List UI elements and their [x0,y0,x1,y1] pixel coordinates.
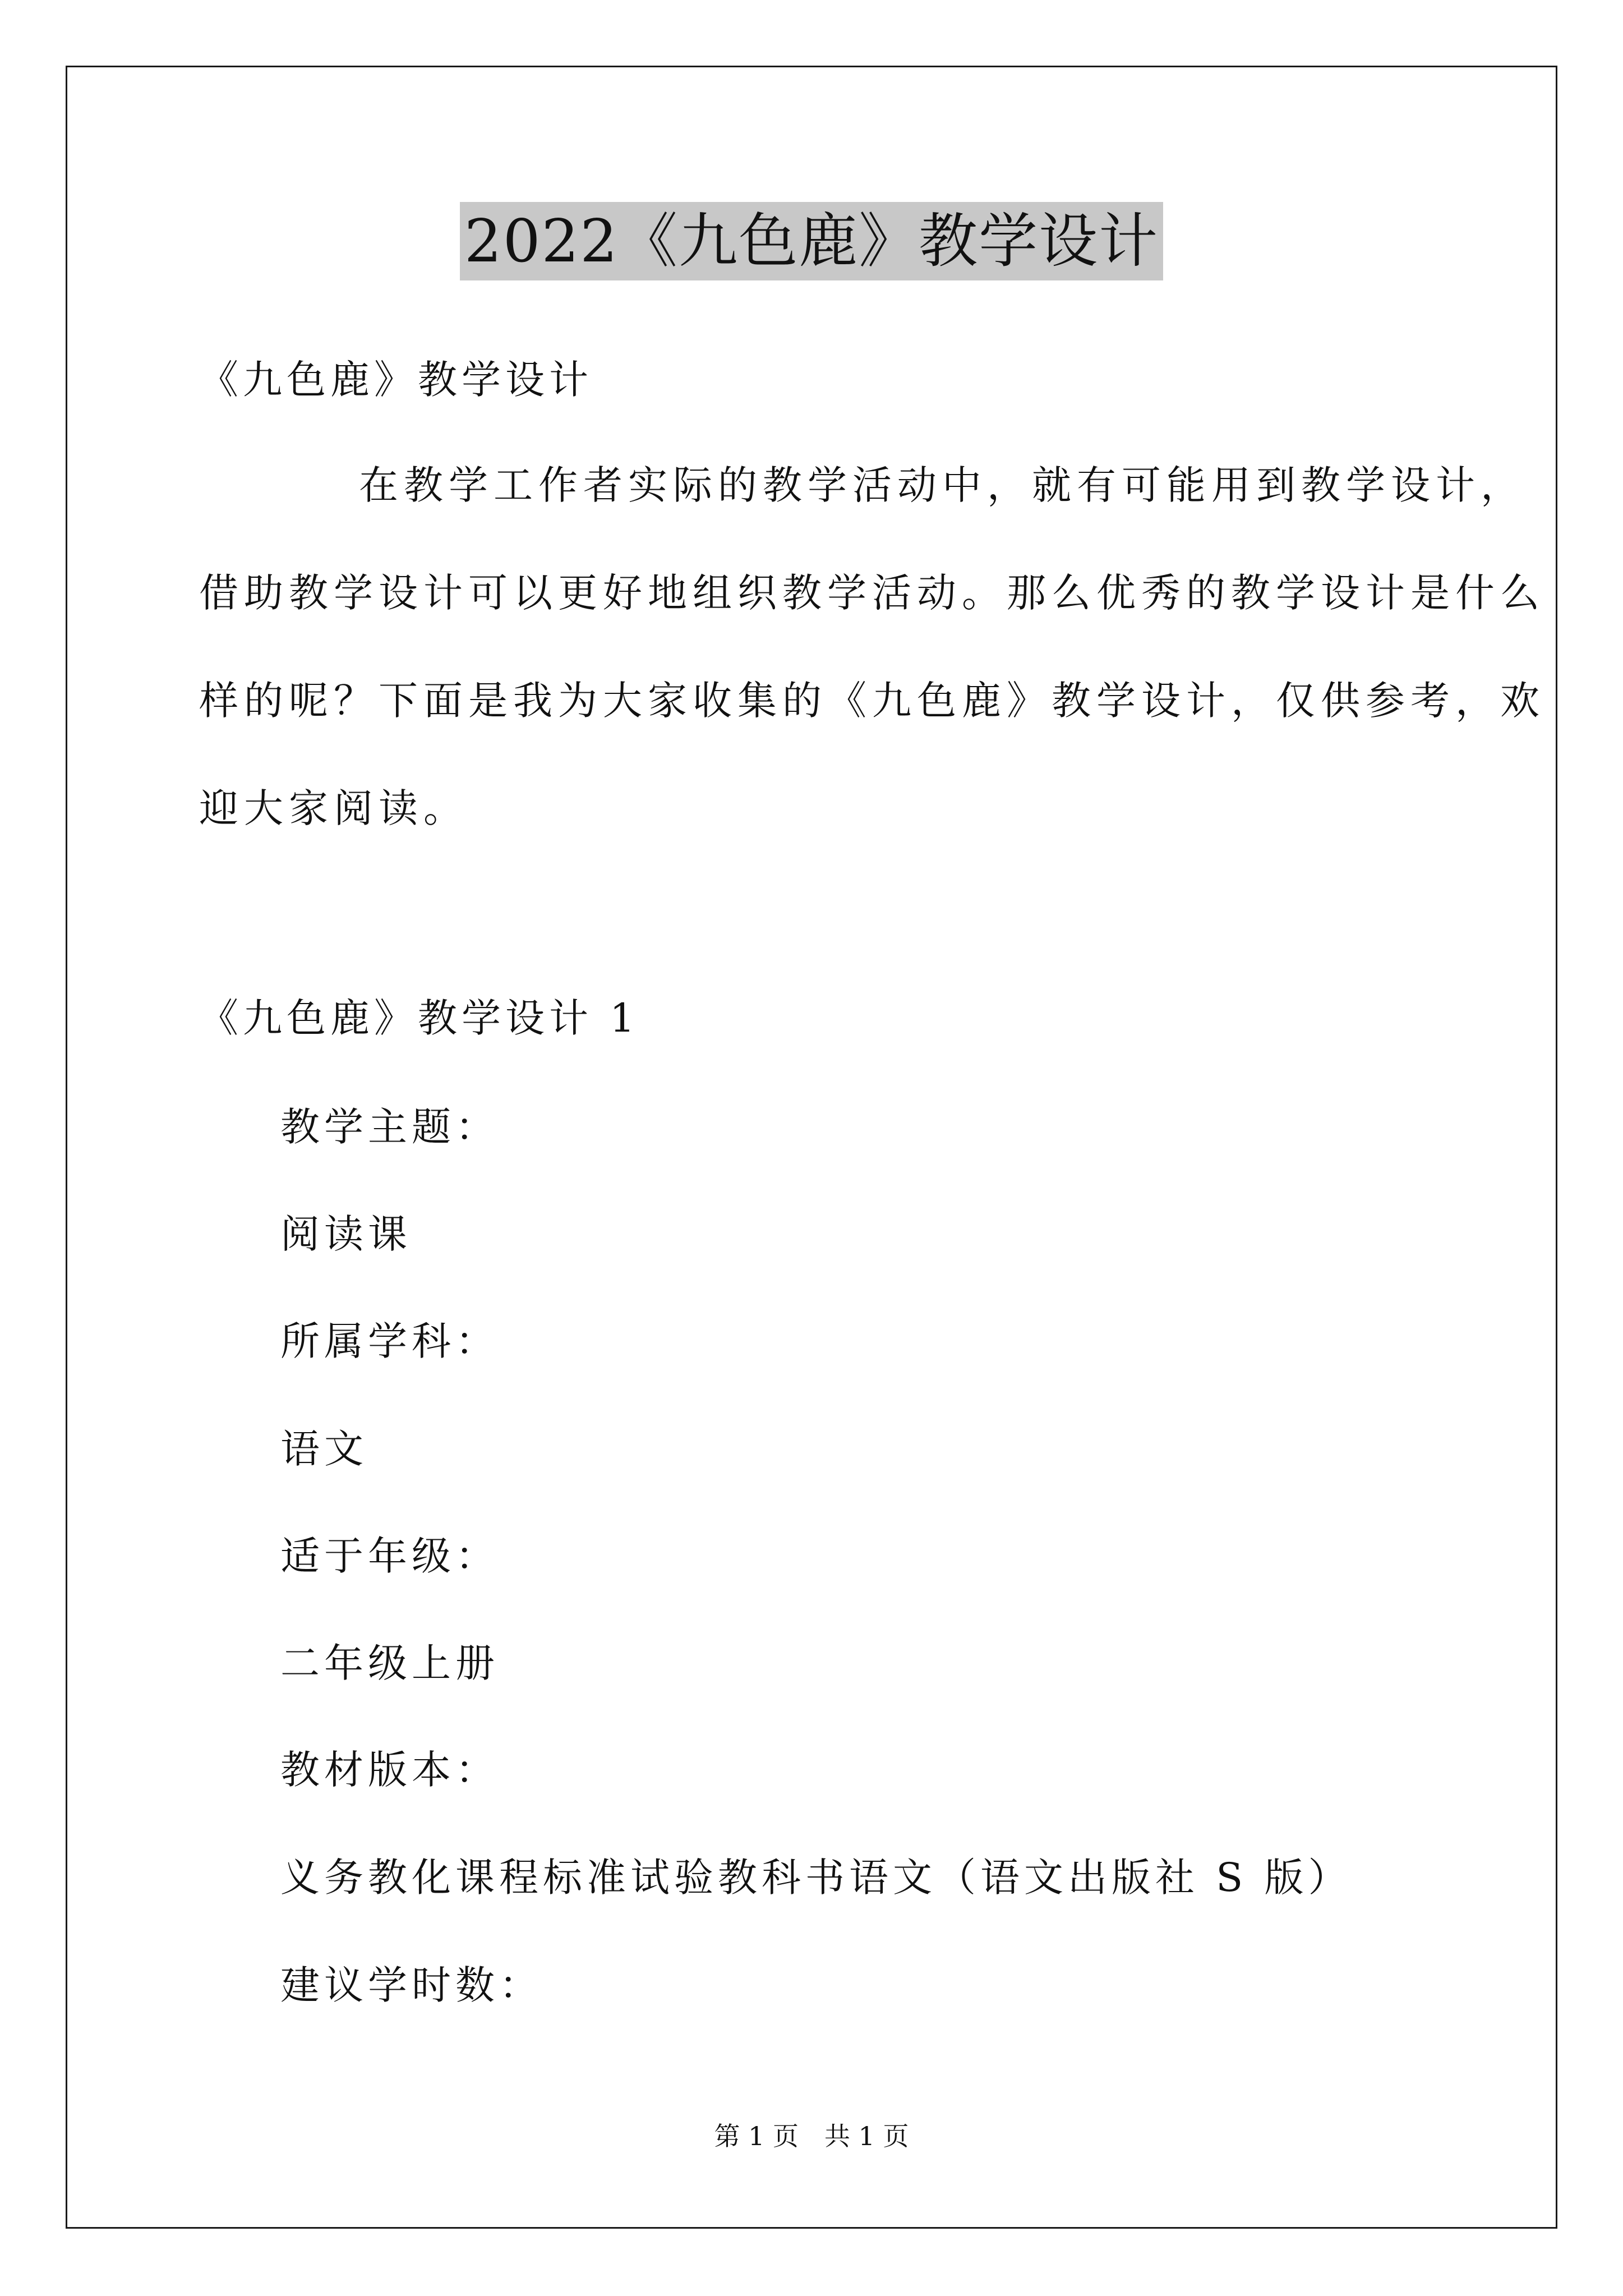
field-value-topic: 阅读课 [280,1211,412,1257]
field-label-subject: 所属学科： [280,1318,499,1364]
intro-line-4: 迎大家阅读。 [199,785,468,831]
field-label-topic: 教学主题： [280,1104,499,1150]
document-subtitle: 《九色鹿》教学设计 [199,357,593,403]
title-container [0,202,1623,280]
document-title: 2022《九色鹿》教学设计 [460,202,1163,280]
field-value-subject: 语文 [280,1426,368,1472]
field-label-grade: 适于年级： [280,1533,499,1579]
intro-line-2: 借助教学设计可以更好地组织教学活动。那么优秀的教学设计是什么 [199,570,1545,616]
field-value-edition: 义务教化课程标准试验教科书语文（语文出版社 S 版） [280,1855,1352,1901]
intro-line-1: 在教学工作者实际的教学活动中，就有可能用到教学设计， [359,462,1525,508]
section-heading: 《九色鹿》教学设计 1 [199,995,639,1041]
intro-line-3: 样的呢？下面是我为大家收集的《九色鹿》教学设计，仅供参考，欢 [199,678,1545,724]
page-footer: 第 1 页 共 1 页 [714,2121,909,2151]
field-label-edition: 教材版本： [280,1747,499,1793]
field-label-hours: 建议学时数： [280,1962,543,2008]
field-value-grade: 二年级上册 [280,1640,499,1686]
